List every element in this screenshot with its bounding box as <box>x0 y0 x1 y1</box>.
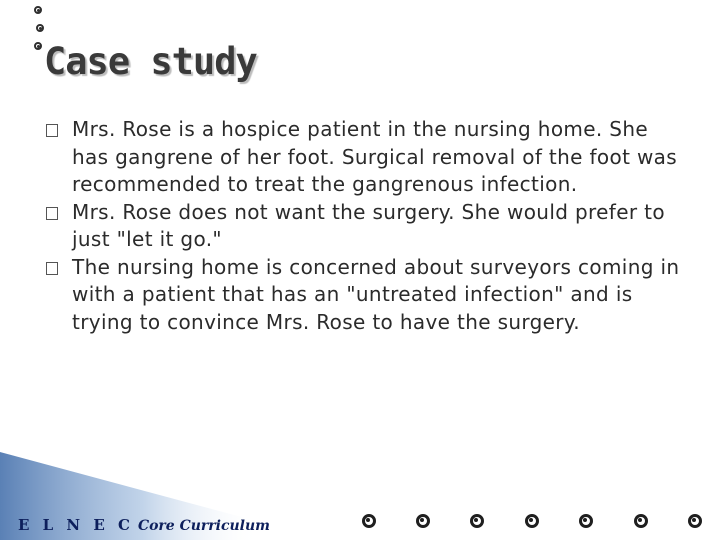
circle-icon <box>362 514 376 528</box>
bullet-item <box>30 199 690 254</box>
bullet-item <box>30 254 690 337</box>
circle-icon <box>634 514 648 528</box>
circle-icon <box>34 42 42 50</box>
circle-icon <box>470 514 484 528</box>
footer-prefix: E L N E C <box>18 516 134 534</box>
circle-icon <box>579 514 593 528</box>
circle-icon <box>688 514 702 528</box>
bullet-text: Mrs. Rose is a hospice patient in the nursing home. She has gangrene of her foot. Surgical removal of the foot was recommended to treat the gangrenous infection. <box>72 117 678 196</box>
circle-icon <box>416 514 430 528</box>
decorative-dots-bottom <box>362 514 712 534</box>
checkbox-bullet-icon <box>46 124 58 137</box>
checkbox-bullet-icon <box>46 207 58 220</box>
circle-icon <box>34 6 42 14</box>
checkbox-bullet-icon <box>46 262 58 275</box>
bullet-list <box>30 116 690 336</box>
footer-suffix: Core Curriculum <box>137 518 270 534</box>
slide-title: Case study <box>44 40 257 83</box>
footer-label <box>18 516 270 534</box>
bullet-text: Mrs. Rose does not want the surgery. She would prefer to just "let it go." <box>72 199 665 251</box>
circle-icon <box>36 24 44 32</box>
circle-icon <box>525 514 539 528</box>
bullet-item <box>30 116 690 199</box>
bullet-text: The nursing home is concerned about surveyors coming in with a patient that has an "untreated infection" and is trying to convince Mrs. Rose to have the surgery. <box>72 254 680 334</box>
